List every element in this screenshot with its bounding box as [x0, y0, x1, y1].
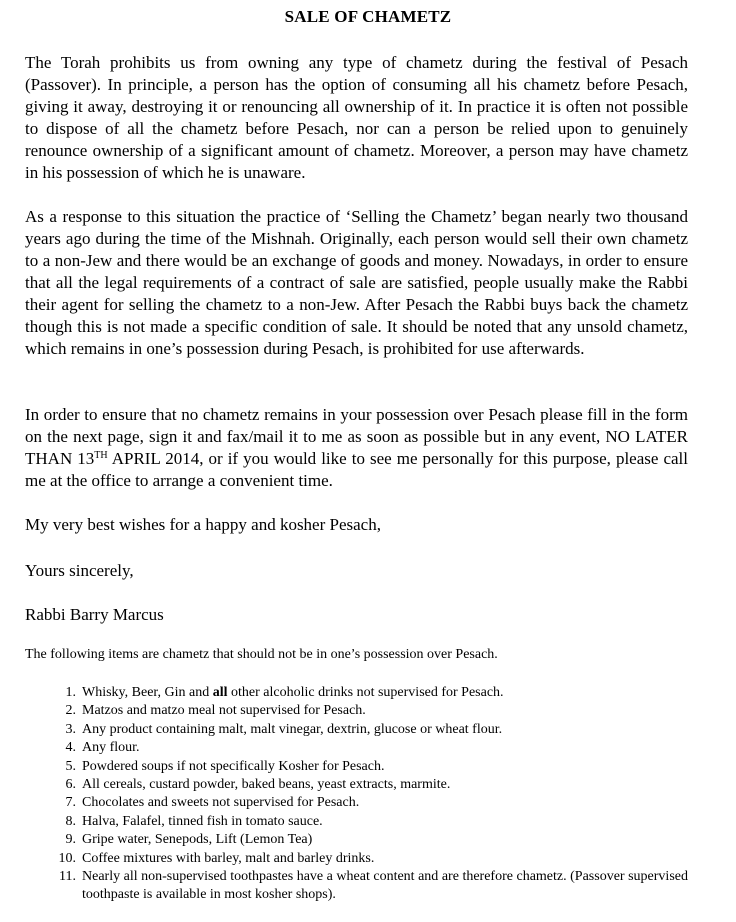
- list-item: [48, 684, 688, 702]
- instructions-text-end: APRIL 2014, or if you would like to see me personally for this purpose, please call me at the office to arrange a convenient time.: [25, 449, 688, 490]
- item-number: 5.: [65, 758, 76, 774]
- instructions-paragraph: [25, 404, 688, 492]
- chametz-items-list: [48, 684, 688, 905]
- intro-paragraph: The Torah prohibits us from owning any type of chametz during the festival of Pesach (Passover). In principle, a person has the option of consuming all his chametz before Pesach, giving it away, destroying it or renouncing all ownership of it. In practice it is often not possible to dispose of all the chametz before Pesach, nor can a person be relied upon to genuinely renounce ownership of a significant amount of chametz. Moreover, a person may have chametz in his possession of which he is unaware.: [25, 53, 688, 182]
- item-number: 11.: [59, 869, 76, 885]
- list-item: [48, 868, 688, 905]
- item-text: Halva, Falafel, tinned fish in tomato sauce.: [82, 813, 323, 829]
- item-number: 3.: [65, 721, 76, 737]
- item-number: 2.: [65, 703, 76, 719]
- item-number: 10.: [58, 850, 76, 866]
- item-text: Any flour.: [82, 740, 140, 756]
- item-text: Coffee mixtures with barley, malt and barley drinks.: [82, 850, 375, 866]
- wishes-line: My very best wishes for a happy and kosher Pesach,: [25, 515, 381, 534]
- list-item: [48, 739, 688, 757]
- item-number: 9.: [65, 832, 76, 848]
- list-item: [48, 831, 688, 849]
- list-item: [48, 850, 688, 868]
- item-text: Whisky, Beer, Gin and: [82, 685, 213, 700]
- item-text: Chocolates and sweets not supervised for Pesach.: [82, 795, 360, 811]
- signature-name: Rabbi Barry Marcus: [25, 605, 164, 624]
- history-paragraph: As a response to this situation the practice of ‘Selling the Chametz’ began nearly two thousand years ago during the time of the Mishnah. Originally, each person would sell their own chametz to a non-Jew and there would be an exchange of goods and money. Nowadays, in order to ensure that all the legal requirements of a contract of sale are satisfied, people usually make the Rabbi their agent for selling the chametz to a non-Jew. After Pesach the Rabbi buys back the chametz though this is not made a specific condition of sale. It should be noted that any unsold chametz, which remains in one’s possession during Pesach, is prohibited for use afterwards.: [25, 207, 688, 358]
- item-text: Nearly all non-supervised toothpastes have a wheat content and are therefore chametz. (Passover supervised toothpaste is available in most kosher shops).: [82, 869, 688, 903]
- list-item: [48, 813, 688, 831]
- list-item: [48, 721, 688, 739]
- closing-line: Yours sincerely,: [25, 561, 134, 580]
- item-text: Any product containing malt, malt vinegar, dextrin, glucose or wheat flour.: [82, 721, 503, 737]
- item-number: 4.: [65, 740, 76, 756]
- item-text: other alcoholic drinks not supervised for Pesach.: [227, 685, 504, 700]
- list-intro: The following items are chametz that should not be in one’s possession over Pesach.: [25, 647, 498, 662]
- item-number: 8.: [65, 813, 76, 829]
- instructions-text-start: In order to ensure that no chametz remains in your possession over Pesach please fill in the form on the next page, sign it and fax/mail it to me as soon as possible but in any event, NO LATER THAN 13: [25, 405, 688, 468]
- list-item: [48, 776, 688, 794]
- document-title: SALE OF CHAMETZ: [284, 7, 452, 26]
- item-number: 7.: [65, 795, 76, 811]
- item-number: 1.: [65, 685, 76, 700]
- item-emphasis: all: [212, 685, 228, 700]
- item-text: Powdered soups if not specifically Kosher for Pesach.: [82, 758, 385, 774]
- list-item: [48, 794, 688, 812]
- item-text: Gripe water, Senepods, Lift (Lemon Tea): [82, 832, 313, 848]
- list-item: [48, 758, 688, 776]
- list-item: [48, 702, 688, 720]
- item-number: 6.: [65, 777, 76, 793]
- item-text: Matzos and matzo meal not supervised for Pesach.: [82, 703, 366, 719]
- item-text: All cereals, custard powder, baked beans, yeast extracts, marmite.: [82, 777, 451, 793]
- date-superscript: TH: [94, 450, 108, 461]
